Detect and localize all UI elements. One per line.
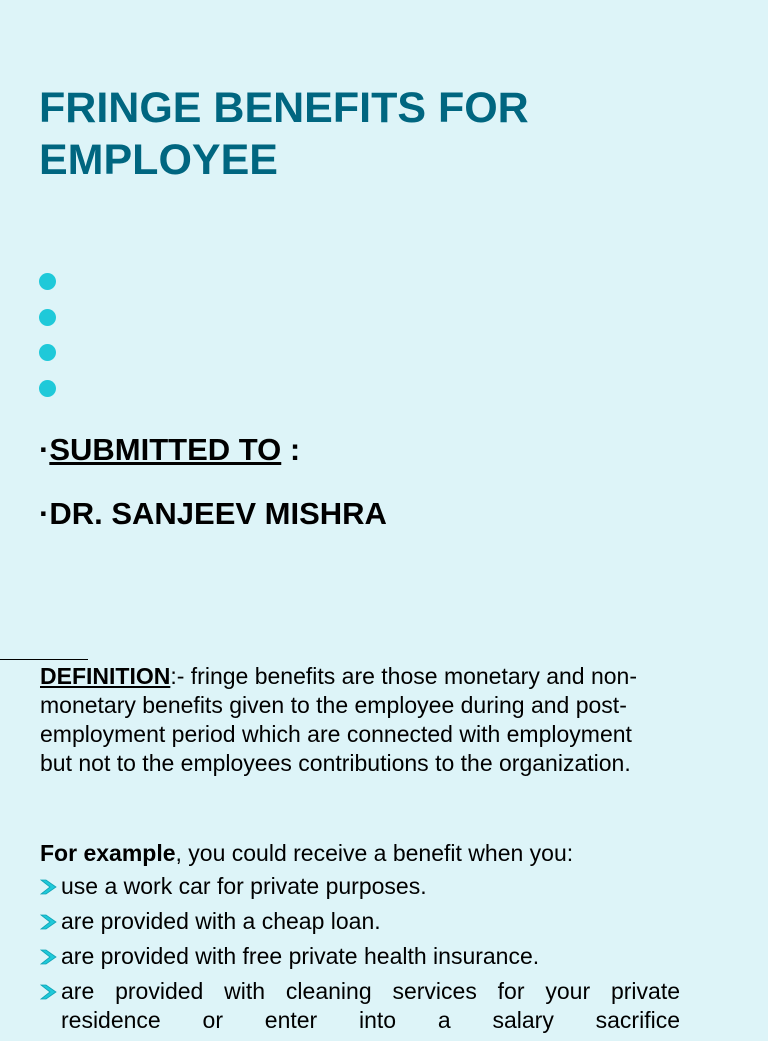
example-list	[40, 872, 680, 1041]
definition-paragraph	[40, 662, 710, 778]
arrow-right-icon	[40, 983, 58, 1001]
example-text: are provided with cleaning services for your private	[61, 978, 680, 1004]
title-line-2: EMPLOYEE	[39, 136, 278, 184]
submitted-to-label: SUBMITTED TO	[49, 432, 282, 467]
arrow-right-icon	[40, 948, 58, 966]
definition-text-1: :- fringe benefits are those monetary and non-	[170, 663, 638, 689]
example-text: are provided with free private health insurance.	[61, 943, 540, 969]
example-intro-text: , you could receive a benefit when you:	[175, 840, 574, 866]
definition-line-3: employment period which are connected with employment	[40, 721, 632, 747]
example-text: are provided with a cheap loan.	[61, 908, 381, 934]
example-list-item	[40, 872, 680, 901]
arrow-right-icon	[40, 878, 58, 896]
divider-line	[0, 659, 88, 660]
example-text-continued: residence or enter into a salary sacrifice	[61, 1007, 680, 1033]
bullet-dot-icon	[39, 273, 56, 290]
submitted-to-name: ·DR. SANJEEV MISHRA	[39, 496, 387, 531]
submitted-suffix: :	[281, 432, 301, 467]
bullet-dot-icon	[39, 380, 56, 397]
example-intro-bold: For example	[40, 840, 176, 866]
example-list-item	[40, 907, 680, 936]
bullet-dot-icon	[39, 344, 56, 361]
page-title	[39, 82, 739, 186]
definition-line-2: monetary benefits given to the employee during and post-	[40, 692, 627, 718]
definition-line-1	[40, 662, 710, 691]
definition-term: DEFINITION	[40, 663, 171, 689]
example-intro	[40, 839, 573, 868]
example-text: use a work car for private purposes.	[61, 873, 427, 899]
empty-bullet-list	[39, 273, 56, 415]
title-line-1: FRINGE BENEFITS FOR	[39, 84, 529, 132]
submitted-to-heading	[39, 430, 300, 470]
example-list-item	[40, 942, 680, 971]
definition-line-4: but not to the employees contributions to the organization.	[40, 750, 631, 776]
example-list-item	[40, 977, 680, 1035]
arrow-right-icon	[40, 913, 58, 931]
bullet-dot-icon	[39, 309, 56, 326]
submitted-prefix: ·	[39, 432, 50, 467]
